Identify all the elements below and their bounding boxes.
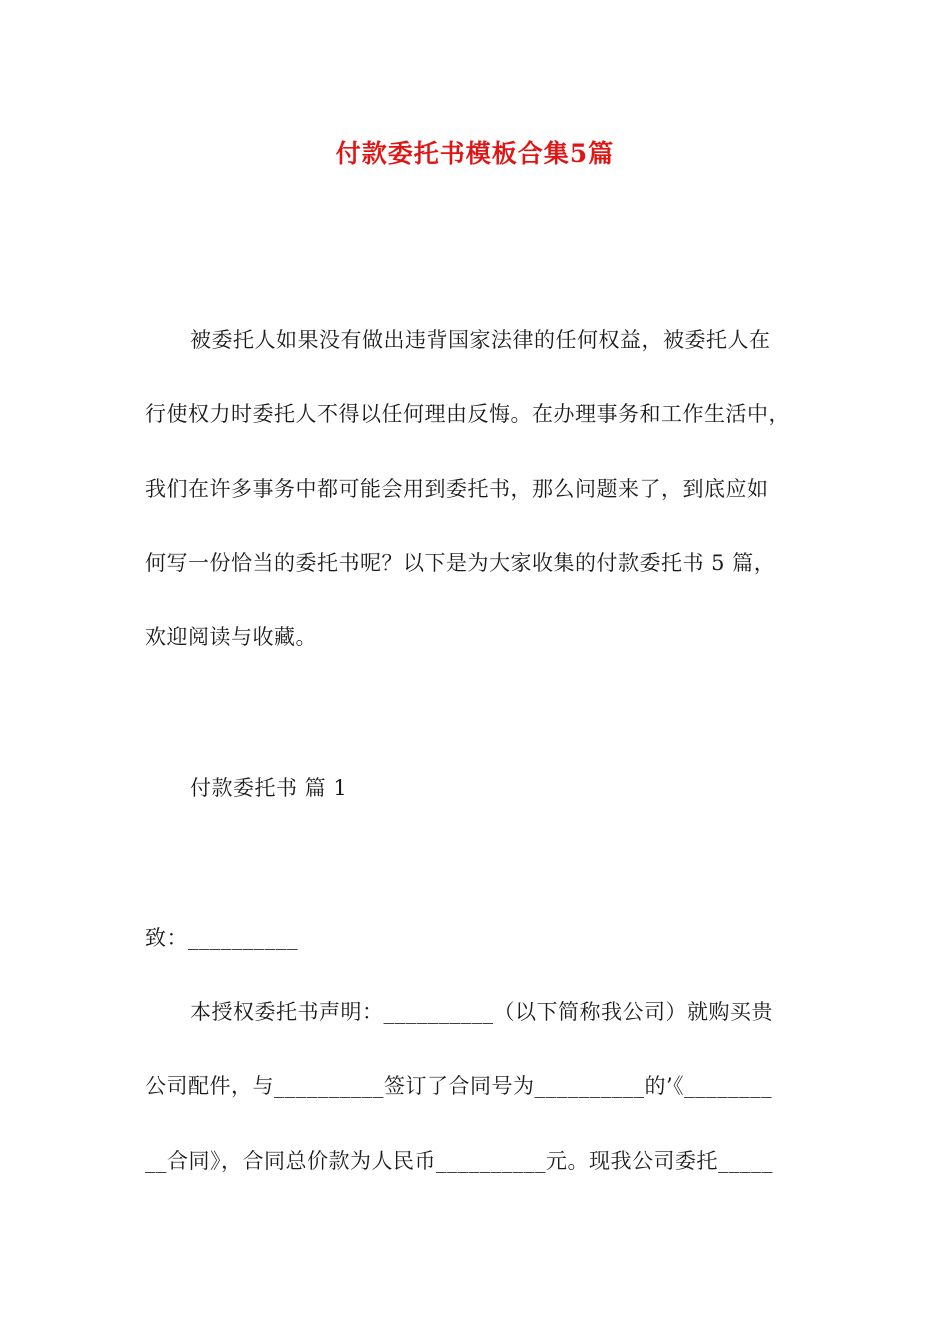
document-title: 付款委托书模板合集5篇	[335, 139, 615, 168]
intro-line: 我们在许多事务中都可能会用到委托书，那么问题来了，到底应如	[145, 477, 769, 501]
intro-line: 被委托人如果没有做出违背国家法律的任何权益，被委托人在	[190, 328, 771, 352]
body-line: __合同》，合同总价款为人民币__________元。现我公司委托_____	[145, 1149, 773, 1173]
intro-line: 何写一份恰当的委托书呢？以下是为大家收集的付款委托书 5 篇，	[145, 551, 776, 575]
section-heading: 付款委托书 篇 1	[190, 776, 348, 800]
body-line: 本授权委托书声明：__________（以下简称我公司）就购买贵	[190, 1000, 773, 1024]
intro-line: 欢迎阅读与收藏。	[145, 625, 317, 649]
to-line: 致：__________	[145, 926, 298, 950]
body-line: 公司配件，与__________签订了合同号为__________的’《________	[145, 1074, 773, 1098]
intro-line: 行使权力时委托人不得以任何理由反悔。在办理事务和工作生活中，	[145, 402, 790, 426]
